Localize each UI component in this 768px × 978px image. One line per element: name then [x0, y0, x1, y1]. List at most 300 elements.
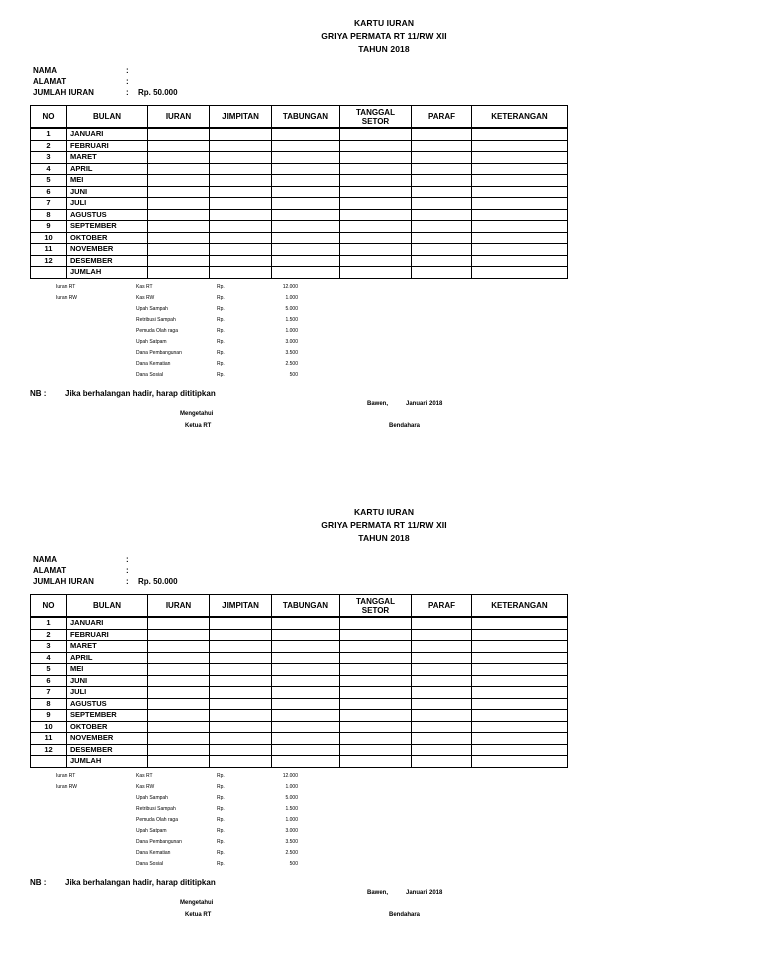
tanggal-setor-cell[interactable] [340, 186, 412, 198]
fee-row [56, 795, 316, 806]
iuran-cell[interactable] [148, 641, 210, 653]
row-number: 3 [31, 152, 67, 164]
row-number: 3 [31, 641, 67, 653]
iuran-cell[interactable] [148, 756, 210, 768]
row-month: MARET [67, 641, 148, 653]
row-month: MEI [67, 664, 148, 676]
field-colon: : [126, 77, 129, 86]
tabungan-cell[interactable] [272, 175, 340, 187]
iuran-cell[interactable] [148, 140, 210, 152]
field-colon: : [126, 555, 129, 564]
tanggal-setor-cell[interactable] [340, 232, 412, 244]
fee-currency: Rp. [217, 295, 225, 301]
jimpitan-cell[interactable] [210, 244, 272, 256]
row-month: JUMLAH [67, 756, 148, 768]
jimpitan-cell[interactable] [210, 140, 272, 152]
field-label: NAMA [33, 555, 57, 564]
fee-item: Kas RT [136, 773, 153, 779]
row-month: DESEMBER [67, 255, 148, 267]
paraf-cell[interactable] [412, 629, 472, 641]
paraf-cell[interactable] [412, 710, 472, 722]
tabungan-cell[interactable] [272, 255, 340, 267]
ketua-rt-label: Ketua RT [185, 912, 212, 918]
tabungan-cell[interactable] [272, 244, 340, 256]
field-colon: : [126, 66, 129, 75]
tabungan-cell[interactable] [272, 710, 340, 722]
tanggal-setor-cell[interactable] [340, 710, 412, 722]
tabungan-cell[interactable] [272, 687, 340, 699]
paraf-cell[interactable] [412, 128, 472, 140]
paraf-cell[interactable] [412, 163, 472, 175]
keterangan-cell[interactable] [472, 209, 568, 221]
row-number [31, 756, 67, 768]
tabungan-cell[interactable] [272, 675, 340, 687]
keterangan-cell[interactable] [472, 163, 568, 175]
tanggal-setor-cell[interactable] [340, 629, 412, 641]
card-subtitle: GRIYA PERMATA RT 11/RW XII [321, 520, 447, 530]
tanggal-setor-cell[interactable] [340, 664, 412, 676]
paraf-cell[interactable] [412, 687, 472, 699]
jimpitan-cell[interactable] [210, 617, 272, 629]
tanggal-setor-cell[interactable] [340, 756, 412, 768]
fee-amount: 1.500 [285, 806, 298, 812]
tabungan-cell[interactable] [272, 186, 340, 198]
note-text: Jika berhalangan hadir, harap dititipkan [65, 389, 216, 398]
row-number: 12 [31, 255, 67, 267]
tabungan-cell[interactable] [272, 698, 340, 710]
field-label: ALAMAT [33, 566, 67, 575]
iuran-cell[interactable] [148, 209, 210, 221]
row-month: MEI [67, 175, 148, 187]
keterangan-cell[interactable] [472, 232, 568, 244]
tabungan-cell[interactable] [272, 629, 340, 641]
fee-amount: 1.000 [285, 817, 298, 823]
keterangan-cell[interactable] [472, 152, 568, 164]
fee-item: Dana Pembangunan [136, 839, 182, 845]
keterangan-cell[interactable] [472, 175, 568, 187]
paraf-cell[interactable] [412, 221, 472, 233]
keterangan-cell[interactable] [472, 675, 568, 687]
fee-row [56, 295, 316, 306]
keterangan-cell[interactable] [472, 629, 568, 641]
iuran-cell[interactable] [148, 128, 210, 140]
table-row [31, 198, 568, 210]
card-year: TAHUN 2018 [358, 533, 410, 543]
row-number [31, 267, 67, 279]
iuran-cell[interactable] [148, 186, 210, 198]
row-number: 10 [31, 232, 67, 244]
keterangan-cell[interactable] [472, 641, 568, 653]
paraf-cell[interactable] [412, 198, 472, 210]
keterangan-cell[interactable] [472, 756, 568, 768]
fee-amount: 2.500 [285, 361, 298, 367]
fee-row [56, 372, 316, 383]
field-jumlah-iuran [33, 88, 333, 99]
fee-row [56, 806, 316, 817]
table-row [31, 664, 568, 676]
iuran-cell[interactable] [148, 744, 210, 756]
row-number: 11 [31, 733, 67, 745]
paraf-cell[interactable] [412, 186, 472, 198]
fee-currency: Rp. [217, 306, 225, 312]
fee-currency: Rp. [217, 861, 225, 867]
iuran-cell[interactable] [148, 175, 210, 187]
row-month: JULI [67, 687, 148, 699]
fee-currency: Rp. [217, 350, 225, 356]
row-month: SEPTEMBER [67, 710, 148, 722]
note-text: Jika berhalangan hadir, harap dititipkan [65, 878, 216, 887]
tabungan-cell[interactable] [272, 152, 340, 164]
tanggal-setor-cell[interactable] [340, 198, 412, 210]
jimpitan-cell[interactable] [210, 163, 272, 175]
fee-row [56, 839, 316, 850]
field-alamat [33, 77, 333, 88]
tanggal-setor-cell[interactable] [340, 267, 412, 279]
paraf-cell[interactable] [412, 652, 472, 664]
table-row [31, 721, 568, 733]
table-row [31, 255, 568, 267]
row-month: OKTOBER [67, 721, 148, 733]
tanggal-setor-cell[interactable] [340, 244, 412, 256]
tanggal-setor-cell[interactable] [340, 641, 412, 653]
fee-currency: Rp. [217, 806, 225, 812]
iuran-cell[interactable] [148, 232, 210, 244]
row-month: FEBRUARI [67, 140, 148, 152]
table-row [31, 186, 568, 198]
iuran-cell[interactable] [148, 733, 210, 745]
jimpitan-cell[interactable] [210, 664, 272, 676]
row-number: 6 [31, 675, 67, 687]
paraf-cell[interactable] [412, 140, 472, 152]
fee-row [56, 328, 316, 339]
fee-item: Upah Sampah [136, 306, 168, 312]
iuran-cell[interactable] [148, 163, 210, 175]
table-row [31, 710, 568, 722]
tanggal-setor-cell[interactable] [340, 721, 412, 733]
column-header: TABUNGAN [272, 595, 340, 618]
row-number: 8 [31, 209, 67, 221]
tabungan-cell[interactable] [272, 267, 340, 279]
tabungan-cell[interactable] [272, 664, 340, 676]
jimpitan-cell[interactable] [210, 629, 272, 641]
fee-currency: Rp. [217, 317, 225, 323]
tanggal-setor-cell[interactable] [340, 152, 412, 164]
paraf-cell[interactable] [412, 664, 472, 676]
row-month: JANUARI [67, 128, 148, 140]
paraf-cell[interactable] [412, 641, 472, 653]
jimpitan-cell[interactable] [210, 175, 272, 187]
row-number: 9 [31, 221, 67, 233]
tabungan-cell[interactable] [272, 756, 340, 768]
bendahara-label: Bendahara [389, 423, 421, 429]
table-row [31, 756, 568, 768]
iuran-cell[interactable] [148, 617, 210, 629]
tabungan-cell[interactable] [272, 733, 340, 745]
fee-item: Dana Kematian [136, 361, 171, 367]
fee-item: Upah Satpam [136, 828, 167, 834]
keterangan-cell[interactable] [472, 664, 568, 676]
tabungan-cell[interactable] [272, 744, 340, 756]
jimpitan-cell[interactable] [210, 675, 272, 687]
paraf-cell[interactable] [412, 675, 472, 687]
paraf-cell[interactable] [412, 744, 472, 756]
paraf-cell[interactable] [412, 255, 472, 267]
keterangan-cell[interactable] [472, 617, 568, 629]
row-month: JUNI [67, 186, 148, 198]
paraf-cell[interactable] [412, 232, 472, 244]
tanggal-setor-cell[interactable] [340, 221, 412, 233]
iuran-cell[interactable] [148, 687, 210, 699]
table-header-row [31, 106, 568, 129]
fee-row [56, 784, 316, 795]
row-month: JULI [67, 198, 148, 210]
tabungan-cell[interactable] [272, 128, 340, 140]
card-title: KARTU IURAN [353, 18, 415, 28]
field-nama [33, 66, 333, 77]
jimpitan-cell[interactable] [210, 756, 272, 768]
table-row [31, 629, 568, 641]
jimpitan-cell[interactable] [210, 641, 272, 653]
row-number: 2 [31, 629, 67, 641]
keterangan-cell[interactable] [472, 198, 568, 210]
sign-date: Januari 2018 [406, 890, 443, 896]
tabungan-cell[interactable] [272, 721, 340, 733]
tabungan-cell[interactable] [272, 652, 340, 664]
row-number: 1 [31, 617, 67, 629]
jimpitan-cell[interactable] [210, 721, 272, 733]
row-month: NOVEMBER [67, 733, 148, 745]
fee-amount: 2.500 [285, 850, 298, 856]
tanggal-setor-cell[interactable] [340, 163, 412, 175]
fee-currency: Rp. [217, 328, 225, 334]
tanggal-setor-cell[interactable] [340, 733, 412, 745]
tanggal-setor-cell[interactable] [340, 744, 412, 756]
jimpitan-cell[interactable] [210, 652, 272, 664]
jimpitan-cell[interactable] [210, 687, 272, 699]
table-row [31, 232, 568, 244]
paraf-cell[interactable] [412, 209, 472, 221]
iuran-cell[interactable] [148, 698, 210, 710]
keterangan-cell[interactable] [472, 186, 568, 198]
paraf-cell[interactable] [412, 267, 472, 279]
tanggal-setor-cell[interactable] [340, 128, 412, 140]
iuran-cell[interactable] [148, 198, 210, 210]
tabungan-cell[interactable] [272, 163, 340, 175]
keterangan-cell[interactable] [472, 140, 568, 152]
keterangan-cell[interactable] [472, 744, 568, 756]
jimpitan-cell[interactable] [210, 744, 272, 756]
jimpitan-cell[interactable] [210, 710, 272, 722]
tabungan-cell[interactable] [272, 198, 340, 210]
tanggal-setor-cell[interactable] [340, 675, 412, 687]
field-colon: : [126, 577, 129, 586]
fee-amount: 1.000 [285, 328, 298, 334]
paraf-cell[interactable] [412, 698, 472, 710]
keterangan-cell[interactable] [472, 710, 568, 722]
iuran-cell[interactable] [148, 244, 210, 256]
paraf-cell[interactable] [412, 175, 472, 187]
jimpitan-cell[interactable] [210, 733, 272, 745]
jimpitan-cell[interactable] [210, 128, 272, 140]
iuran-cell[interactable] [148, 675, 210, 687]
keterangan-cell[interactable] [472, 255, 568, 267]
tanggal-setor-cell[interactable] [340, 175, 412, 187]
column-header: JIMPITAN [210, 595, 272, 618]
fee-amount: 1.000 [285, 295, 298, 301]
jimpitan-cell[interactable] [210, 698, 272, 710]
paraf-cell[interactable] [412, 756, 472, 768]
table-row [31, 244, 568, 256]
column-header: BULAN [67, 106, 148, 129]
paraf-cell[interactable] [412, 733, 472, 745]
jimpitan-cell[interactable] [210, 232, 272, 244]
paraf-cell[interactable] [412, 152, 472, 164]
tanggal-setor-cell[interactable] [340, 652, 412, 664]
acknowledged-label: Mengetahui [180, 900, 214, 906]
keterangan-cell[interactable] [472, 687, 568, 699]
tanggal-setor-cell[interactable] [340, 255, 412, 267]
row-month: DESEMBER [67, 744, 148, 756]
tanggal-setor-cell[interactable] [340, 140, 412, 152]
iuran-cell[interactable] [148, 710, 210, 722]
table-row [31, 641, 568, 653]
card-title: KARTU IURAN [353, 507, 415, 517]
tabungan-cell[interactable] [272, 209, 340, 221]
fee-item: Kas RT [136, 284, 153, 290]
tabungan-cell[interactable] [272, 617, 340, 629]
keterangan-cell[interactable] [472, 244, 568, 256]
fee-currency: Rp. [217, 795, 225, 801]
fee-currency: Rp. [217, 839, 225, 845]
field-label: JUMLAH IURAN [33, 577, 94, 586]
iuran-cell[interactable] [148, 267, 210, 279]
keterangan-cell[interactable] [472, 221, 568, 233]
iuran-cell[interactable] [148, 629, 210, 641]
fee-currency: Rp. [217, 828, 225, 834]
field-nama [33, 555, 333, 566]
tabungan-cell[interactable] [272, 641, 340, 653]
sign-place: Bawen, [367, 401, 389, 407]
keterangan-cell[interactable] [472, 733, 568, 745]
keterangan-cell[interactable] [472, 267, 568, 279]
jimpitan-cell[interactable] [210, 209, 272, 221]
table-row [31, 152, 568, 164]
fee-currency: Rp. [217, 284, 225, 290]
row-month: JANUARI [67, 617, 148, 629]
fee-amount: 500 [289, 372, 298, 378]
row-month: APRIL [67, 652, 148, 664]
iuran-cell[interactable] [148, 721, 210, 733]
row-number: 4 [31, 163, 67, 175]
fee-item: Retribusi Sampah [136, 806, 176, 812]
iuran-cell[interactable] [148, 652, 210, 664]
paraf-cell[interactable] [412, 721, 472, 733]
tanggal-setor-cell[interactable] [340, 687, 412, 699]
tabungan-cell[interactable] [272, 221, 340, 233]
field-label: ALAMAT [33, 77, 67, 86]
fee-currency: Rp. [217, 817, 225, 823]
column-header: JIMPITAN [210, 106, 272, 129]
card-year: TAHUN 2018 [358, 44, 410, 54]
fee-item: Upah Sampah [136, 795, 168, 801]
field-value: Rp. 50.000 [138, 88, 178, 97]
iuran-cell[interactable] [148, 255, 210, 267]
row-number: 7 [31, 198, 67, 210]
fee-group: Iuran RT [56, 284, 76, 290]
jimpitan-cell[interactable] [210, 221, 272, 233]
fee-amount: 5.000 [285, 306, 298, 312]
note-label: NB : [30, 389, 47, 398]
row-number: 11 [31, 244, 67, 256]
paraf-cell[interactable] [412, 244, 472, 256]
fee-item: Dana Sosial [136, 372, 163, 378]
fee-item: Dana Kematian [136, 850, 171, 856]
column-header: TANGGAL SETOR [340, 106, 412, 129]
table-row [31, 687, 568, 699]
jimpitan-cell[interactable] [210, 152, 272, 164]
keterangan-cell[interactable] [472, 698, 568, 710]
iuran-cell[interactable] [148, 664, 210, 676]
fee-row [56, 284, 316, 295]
row-number: 7 [31, 687, 67, 699]
fee-item: Dana Pembangunan [136, 350, 182, 356]
row-month: MARET [67, 152, 148, 164]
table-row [31, 267, 568, 279]
fee-row [56, 306, 316, 317]
iuran-cell[interactable] [148, 221, 210, 233]
fee-group: Iuran RT [56, 773, 76, 779]
fee-row [56, 773, 316, 784]
row-month: OKTOBER [67, 232, 148, 244]
paraf-cell[interactable] [412, 617, 472, 629]
jimpitan-cell[interactable] [210, 255, 272, 267]
jimpitan-cell[interactable] [210, 267, 272, 279]
keterangan-cell[interactable] [472, 721, 568, 733]
fee-amount: 3.000 [285, 828, 298, 834]
tabungan-cell[interactable] [272, 232, 340, 244]
fee-item: Kas RW [136, 295, 155, 301]
tanggal-setor-cell[interactable] [340, 617, 412, 629]
tanggal-setor-cell[interactable] [340, 698, 412, 710]
bendahara-label: Bendahara [389, 912, 421, 918]
table-row [31, 209, 568, 221]
tanggal-setor-cell[interactable] [340, 209, 412, 221]
fee-item: Retribusi Sampah [136, 317, 176, 323]
column-header: PARAF [412, 595, 472, 618]
row-number: 6 [31, 186, 67, 198]
iuran-cell[interactable] [148, 152, 210, 164]
jimpitan-cell[interactable] [210, 186, 272, 198]
fee-currency: Rp. [217, 850, 225, 856]
fee-currency: Rp. [217, 372, 225, 378]
fee-item: Upah Satpam [136, 339, 167, 345]
row-number: 12 [31, 744, 67, 756]
table-row [31, 221, 568, 233]
keterangan-cell[interactable] [472, 652, 568, 664]
column-header: NO [31, 595, 67, 618]
row-number: 1 [31, 128, 67, 140]
row-month: JUMLAH [67, 267, 148, 279]
acknowledged-label: Mengetahui [180, 411, 214, 417]
field-jumlah-iuran [33, 577, 333, 588]
ketua-rt-label: Ketua RT [185, 423, 212, 429]
member-info [33, 555, 333, 591]
tabungan-cell[interactable] [272, 140, 340, 152]
fee-item: Pemuda Olah raga [136, 328, 178, 334]
keterangan-cell[interactable] [472, 128, 568, 140]
jimpitan-cell[interactable] [210, 198, 272, 210]
column-header: BULAN [67, 595, 148, 618]
